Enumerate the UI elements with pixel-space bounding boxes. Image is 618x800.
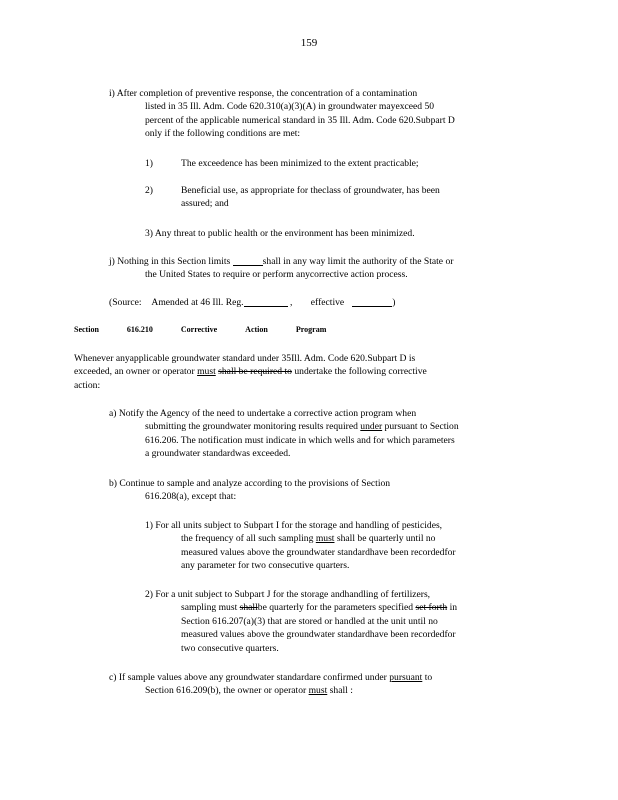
source-effective: effective — [310, 297, 345, 308]
item-j-text-a: j) Nothing in this Section limits — [109, 256, 231, 267]
sub-b1-line-4: any parameter for two consecutive quarters. — [181, 560, 350, 572]
item-a-line-3: 616.206. The notification must indicate in which wells and for which parameters — [145, 434, 455, 446]
source-amended: Amended at 46 Ill. Reg. — [151, 297, 244, 308]
item-j-text-b: shall in any way limit the authority of the State or — [262, 256, 454, 267]
item-c-text-d: shall : — [329, 685, 353, 697]
sub-item-b1 — [145, 519, 456, 573]
sub-b1-line-2 — [145, 532, 456, 545]
sub-b2-text-c: in — [449, 602, 458, 614]
sub-b2-line-4: measured values above the groundwater standardhave been recordedfor — [181, 629, 456, 641]
section-label: Section — [74, 325, 99, 334]
page-number: 159 — [300, 37, 318, 49]
sub-b2-text-a: sampling must — [181, 602, 238, 614]
item-i-line-4: only if the following conditions are met: — [145, 128, 301, 140]
condition-3: 3) Any threat to public health or the environment has been minimized. — [145, 228, 415, 239]
item-b-line-2: 616.208(a), except that: — [145, 491, 237, 503]
item-a — [109, 407, 459, 461]
section-word-3: Program — [295, 325, 327, 334]
intro-text-a: exceeded, an owner or operator — [74, 366, 195, 378]
item-a-line-1: a) Notify the Agency of the need to undertake a corrective action program when — [109, 408, 417, 419]
item-a-line-2 — [109, 420, 459, 433]
intro-line-1: Whenever anyapplicable groundwater standard under 35Ill. Adm. Code 620.Subpart D is — [74, 353, 416, 364]
item-j — [109, 255, 453, 282]
item-c-text-c: Section 616.209(b), the owner or operator — [145, 685, 307, 697]
item-a-text-b: pursuant to Section — [384, 421, 459, 433]
reg-blank — [244, 306, 288, 307]
sub-b1-text-b: shall be quarterly until no — [336, 533, 436, 545]
condition-2-line-1: Beneficial use, as appropriate for theclass of groundwater, has been — [181, 185, 440, 196]
condition-2-line-2: assured; and — [181, 198, 229, 210]
item-c-text-a: c) If sample values above any groundwater standardare confirmed under — [109, 672, 387, 683]
sub-b1-line-1: 1) For all units subject to Subpart I for the storage and handling of pesticides, — [145, 520, 443, 531]
item-c-inserted-pursuant: pursuant — [389, 672, 423, 683]
source-comma: , — [289, 297, 293, 308]
item-j-line-2: the United States to require or perform anycorrective action process. — [145, 269, 408, 281]
effective-blank — [352, 306, 392, 307]
item-i-line-3: percent of the applicable numerical standard in 35 Ill. Adm. Code 620.Subpart D — [145, 114, 455, 126]
sub-b2-deleted-set-forth: set forth — [415, 602, 448, 614]
intro-deleted-text: shall be required to — [218, 366, 292, 378]
sub-b1-line-3: measured values above the groundwater standardhave been recordedfor — [181, 546, 456, 558]
item-a-text-a: submitting the groundwater monitoring results required — [145, 421, 358, 433]
item-j-line-1 — [109, 255, 453, 268]
sub-b2-deleted-shall: shall — [239, 602, 258, 614]
section-word-2: Action — [245, 325, 268, 334]
sub-b2-line-1: 2) For a unit subject to Subpart J for the storage andhandling of fertilizers, — [145, 589, 431, 600]
intro-paragraph — [74, 352, 427, 392]
item-b-line-1: b) Continue to sample and analyze according to the provisions of Section — [109, 478, 391, 489]
intro-line-2 — [74, 365, 427, 378]
sub-item-b2 — [145, 588, 457, 655]
intro-line-3: action: — [74, 379, 101, 391]
source-note — [109, 296, 395, 309]
condition-1-text: The exceedence has been minimized to the extent practicable; — [181, 158, 419, 169]
condition-2-number: 2) — [145, 185, 153, 196]
item-c-text-b: to — [424, 672, 433, 683]
section-heading — [74, 325, 352, 334]
intro-text-b: undertake the following corrective — [294, 366, 427, 378]
source-label: (Source: — [109, 297, 142, 308]
item-i — [109, 87, 455, 141]
item-c-line-1 — [109, 671, 432, 684]
section-number: 616.210 — [126, 325, 153, 334]
item-c-inserted-must: must — [308, 685, 328, 697]
item-i-line-2: listed in 35 Ill. Adm. Code 620.310(a)(3)(A) in groundwater mayexceed 50 — [145, 101, 435, 113]
item-a-line-4: a groundwater standardwas exceeded. — [145, 448, 291, 460]
item-a-inserted-under: under — [360, 421, 383, 433]
sub-b2-line-2 — [145, 601, 457, 614]
blank-line — [233, 265, 263, 266]
sub-b2-line-3: Section 616.207(a)(3) that are stored or handled at the unit until no — [181, 615, 438, 627]
item-c — [109, 671, 432, 698]
sub-b1-text-a: the frequency of all such sampling — [181, 533, 314, 545]
item-i-line-1: i) After completion of preventive response, the concentration of a contamination — [109, 88, 418, 99]
section-word-1: Corrective — [180, 325, 218, 334]
item-b — [109, 477, 390, 504]
source-close: ) — [392, 297, 396, 308]
sub-b2-text-b: be quarterly for the parameters specified — [257, 602, 414, 614]
condition-1 — [145, 157, 419, 170]
condition-1-number: 1) — [145, 158, 153, 169]
condition-2 — [145, 184, 440, 210]
sub-b1-inserted-must: must — [315, 533, 335, 545]
sub-b2-line-5: two consecutive quarters. — [181, 642, 279, 654]
item-c-line-2 — [109, 684, 432, 697]
intro-inserted-must: must — [197, 366, 216, 378]
